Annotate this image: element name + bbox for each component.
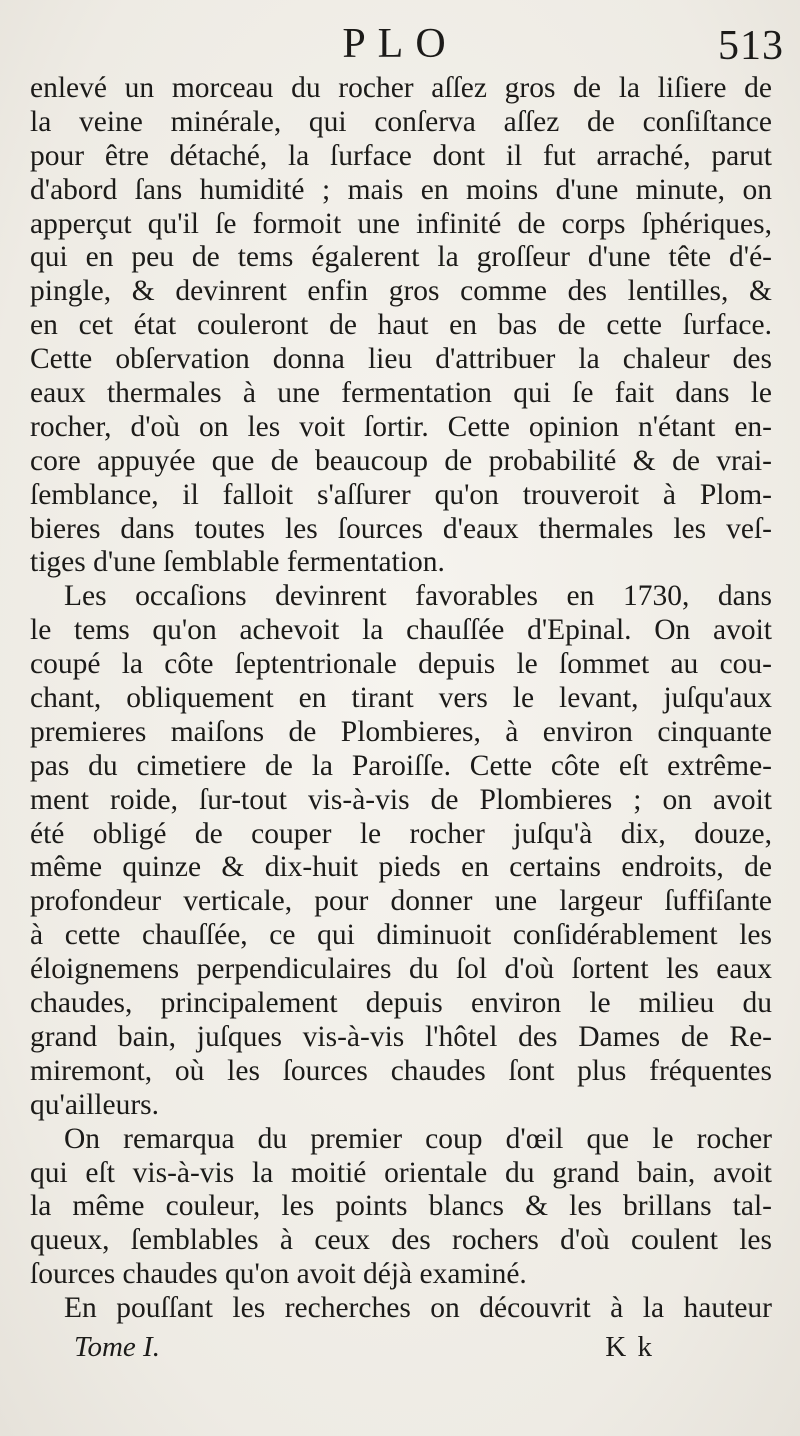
text-line: ment roide, ſur-tout vis-à-vis de Plombieres ; on avoit bbox=[30, 783, 772, 816]
running-title: PLO bbox=[342, 21, 458, 67]
text-line: ſemblance, il falloit s'aſſurer qu'on trouveroit à Plom- bbox=[30, 478, 772, 511]
text-line: eaux thermales à une fermentation qui ſe fait dans le bbox=[30, 377, 772, 410]
text-line: la veine minérale, qui conſerva aſſez de conſiſtance bbox=[30, 105, 772, 138]
text-line: été obligé de couper le rocher juſqu'à dix, douze, bbox=[30, 817, 772, 850]
text-line: chaudes, principalement depuis environ le milieu du bbox=[30, 987, 772, 1020]
text-line: d'abord ſans humidité ; mais en moins d'une minute, on bbox=[30, 173, 772, 206]
text-line: chant, obliquement en tirant vers le levant, juſqu'aux bbox=[30, 682, 772, 715]
page-number: 513 bbox=[718, 23, 784, 69]
signature-mark: K k bbox=[605, 1331, 654, 1363]
text-line: pas du cimetiere de la Paroiſſe. Cette côte eſt extrême- bbox=[30, 749, 772, 782]
text-line: queux, ſemblables à ceux des rochers d'où coulent les bbox=[30, 1224, 772, 1257]
text-line: pour être détaché, la ſurface dont il fut arraché, parut bbox=[30, 139, 772, 172]
paragraph bbox=[30, 72, 772, 580]
text-line: qui eſt vis-à-vis la moitié orientale du grand bain, avoit bbox=[30, 1156, 772, 1189]
text-line: tiges d'une ſemblable fermentation. bbox=[30, 546, 445, 579]
text-line: grand bain, juſques vis-à-vis l'hôtel des Dames de Re- bbox=[30, 1020, 772, 1053]
text-line: premieres maiſons de Plombieres, à environ cinquante bbox=[30, 715, 772, 748]
paragraph bbox=[30, 580, 772, 1122]
text-line: à cette chauſſée, ce qui diminuoit conſidérablement les bbox=[30, 919, 772, 952]
text-line: bieres dans toutes les ſources d'eaux thermales les veſ- bbox=[30, 512, 772, 545]
text-line: la même couleur, les points blancs & les brillans tal- bbox=[30, 1190, 772, 1223]
text-line: rocher, d'où on les voit ſortir. Cette opinion n'étant en- bbox=[30, 410, 772, 443]
paragraph bbox=[30, 1292, 772, 1326]
text-line: éloignemens perpendiculaires du ſol d'où ſortent les eaux bbox=[30, 953, 772, 986]
text-line: le tems qu'on achevoit la chauſſée d'Epinal. On avoit bbox=[30, 614, 772, 647]
text-line: miremont, où les ſources chaudes ſont plus fréquentes bbox=[30, 1054, 772, 1087]
text-line: On remarqua du premier coup d'œil que le rocher bbox=[64, 1122, 772, 1155]
text-line: profondeur verticale, pour donner une largeur ſuffiſante bbox=[30, 885, 772, 918]
text-line: qui en peu de tems égalerent la groſſeur d'une tête d'é- bbox=[30, 241, 772, 274]
text-line: ſources chaudes qu'on avoit déjà examiné. bbox=[30, 1258, 527, 1291]
text-line: core appuyée que de beaucoup de probabilité & de vrai- bbox=[30, 444, 772, 477]
text-line: en cet état couleront de haut en bas de cette ſurface. bbox=[30, 309, 772, 342]
running-head bbox=[0, 16, 800, 72]
text-line: apperçut qu'il ſe formoit une infinité de corps ſphériques, bbox=[30, 207, 772, 240]
body-text bbox=[30, 72, 772, 1326]
text-line: enlevé un morceau du rocher aſſez gros de la liſiere de bbox=[30, 72, 772, 104]
volume-label: Tome I. bbox=[74, 1331, 160, 1363]
text-line: coupé la côte ſeptentrionale depuis le ſommet au cou- bbox=[30, 648, 772, 681]
paragraph bbox=[30, 1123, 772, 1292]
page-footer bbox=[74, 1328, 654, 1368]
text-line: Cette obſervation donna lieu d'attribuer la chaleur des bbox=[30, 343, 772, 376]
text-line: Les occaſions devinrent favorables en 1730, dans bbox=[64, 580, 772, 613]
text-line: pingle, & devinrent enfin gros comme des lentilles, & bbox=[30, 275, 772, 308]
text-line: En pouſſant les recherches on découvrit à la hauteur bbox=[64, 1292, 772, 1325]
text-line: même quinze & dix-huit pieds en certains endroits, de bbox=[30, 851, 772, 884]
text-line: qu'ailleurs. bbox=[30, 1088, 160, 1121]
